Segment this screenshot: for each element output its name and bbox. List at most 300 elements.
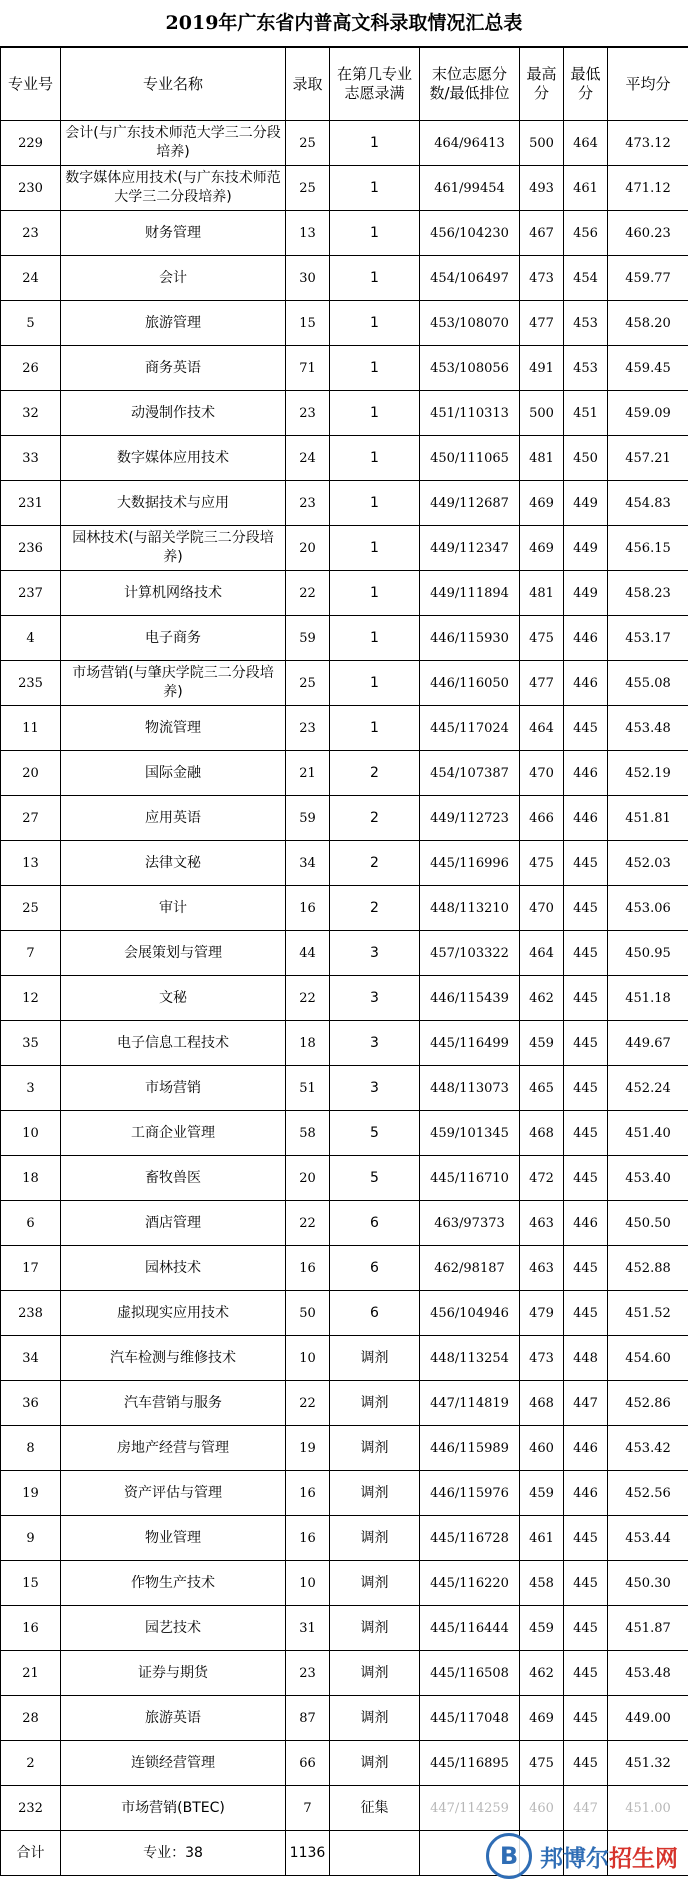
cell-min-score: 445 — [564, 1246, 608, 1291]
cell-admitted: 50 — [286, 1291, 330, 1336]
cell-major-name: 计算机网络技术 — [61, 571, 286, 616]
cell-max-score: 462 — [520, 976, 564, 1021]
cell-avg-score: 453.44 — [608, 1516, 688, 1561]
table-row — [1, 1471, 688, 1516]
cell-last-score-rank: 446/116050 — [420, 661, 520, 706]
cell-min-score: 454 — [564, 256, 608, 301]
cell-major-name: 证券与期货 — [61, 1651, 286, 1696]
cell-admitted: 20 — [286, 526, 330, 571]
cell-major-code: 229 — [1, 121, 61, 166]
col-header-min: 最低分 — [564, 48, 608, 121]
cell-preference-round: 5 — [330, 1111, 420, 1156]
cell-major-code: 238 — [1, 1291, 61, 1336]
cell-min-score: 446 — [564, 1471, 608, 1516]
cell-min-score: 450 — [564, 436, 608, 481]
cell-min-score: 464 — [564, 121, 608, 166]
table-row — [1, 1156, 688, 1201]
cell-max-score: 472 — [520, 1156, 564, 1201]
cell-admitted: 58 — [286, 1111, 330, 1156]
table-row — [1, 1381, 688, 1426]
cell-min-score: 456 — [564, 211, 608, 256]
cell-max-score: 470 — [520, 886, 564, 931]
cell-max-score: 459 — [520, 1021, 564, 1066]
cell-max-score: 464 — [520, 931, 564, 976]
cell-min-score: 453 — [564, 346, 608, 391]
table-title: 2019年广东省内普高文科录取情况汇总表 — [0, 0, 688, 47]
cell-last-score-rank: 448/113254 — [420, 1336, 520, 1381]
total-empty-cell — [420, 1831, 520, 1876]
cell-last-score-rank: 454/106497 — [420, 256, 520, 301]
cell-major-code: 237 — [1, 571, 61, 616]
cell-preference-round: 调剂 — [330, 1561, 420, 1606]
table-row — [1, 1336, 688, 1381]
cell-admitted: 66 — [286, 1741, 330, 1786]
cell-major-code: 18 — [1, 1156, 61, 1201]
cell-admitted: 30 — [286, 256, 330, 301]
cell-max-score: 459 — [520, 1606, 564, 1651]
cell-avg-score: 459.77 — [608, 256, 688, 301]
cell-avg-score: 451.32 — [608, 1741, 688, 1786]
col-header-avg: 平均分 — [608, 48, 688, 121]
cell-max-score: 479 — [520, 1291, 564, 1336]
cell-avg-score: 452.88 — [608, 1246, 688, 1291]
cell-admitted: 23 — [286, 706, 330, 751]
cell-major-code: 5 — [1, 301, 61, 346]
cell-major-name: 资产评估与管理 — [61, 1471, 286, 1516]
cell-admitted: 71 — [286, 346, 330, 391]
cell-last-score-rank: 451/110313 — [420, 391, 520, 436]
cell-major-code: 33 — [1, 436, 61, 481]
cell-preference-round: 2 — [330, 796, 420, 841]
cell-major-code: 19 — [1, 1471, 61, 1516]
table-row — [1, 1561, 688, 1606]
cell-max-score: 468 — [520, 1111, 564, 1156]
cell-min-score: 445 — [564, 1516, 608, 1561]
cell-preference-round: 征集 — [330, 1786, 420, 1831]
cell-major-code: 10 — [1, 1111, 61, 1156]
cell-major-name: 国际金融 — [61, 751, 286, 796]
cell-max-score: 469 — [520, 481, 564, 526]
cell-avg-score: 451.40 — [608, 1111, 688, 1156]
cell-max-score: 473 — [520, 256, 564, 301]
cell-major-code: 236 — [1, 526, 61, 571]
cell-admitted: 23 — [286, 481, 330, 526]
table-row — [1, 931, 688, 976]
cell-max-score: 461 — [520, 1516, 564, 1561]
cell-major-name: 商务英语 — [61, 346, 286, 391]
cell-admitted: 16 — [286, 1471, 330, 1516]
cell-max-score: 458 — [520, 1561, 564, 1606]
table-row — [1, 571, 688, 616]
cell-admitted: 15 — [286, 301, 330, 346]
cell-major-name: 应用英语 — [61, 796, 286, 841]
cell-major-name: 连锁经营管理 — [61, 1741, 286, 1786]
cell-max-score: 466 — [520, 796, 564, 841]
cell-major-name: 数字媒体应用技术 — [61, 436, 286, 481]
cell-min-score: 447 — [564, 1381, 608, 1426]
cell-major-name: 汽车检测与维修技术 — [61, 1336, 286, 1381]
table-row — [1, 706, 688, 751]
cell-min-score: 449 — [564, 481, 608, 526]
cell-last-score-rank: 449/111894 — [420, 571, 520, 616]
table-row — [1, 1201, 688, 1246]
cell-major-name: 电子信息工程技术 — [61, 1021, 286, 1066]
cell-last-score-rank: 461/99454 — [420, 166, 520, 211]
cell-admitted: 16 — [286, 1246, 330, 1291]
cell-major-code: 25 — [1, 886, 61, 931]
table-row — [1, 346, 688, 391]
cell-preference-round: 1 — [330, 256, 420, 301]
cell-max-score: 493 — [520, 166, 564, 211]
cell-preference-round: 3 — [330, 976, 420, 1021]
cell-preference-round: 调剂 — [330, 1606, 420, 1651]
cell-admitted: 51 — [286, 1066, 330, 1111]
table-row — [1, 1066, 688, 1111]
cell-min-score: 445 — [564, 1606, 608, 1651]
cell-last-score-rank: 445/117024 — [420, 706, 520, 751]
cell-major-code: 231 — [1, 481, 61, 526]
cell-major-code: 32 — [1, 391, 61, 436]
total-empty-cell — [330, 1831, 420, 1876]
total-row — [1, 1831, 688, 1876]
table-row — [1, 166, 688, 211]
cell-preference-round: 1 — [330, 211, 420, 256]
cell-major-name: 园林技术 — [61, 1246, 286, 1291]
cell-min-score: 453 — [564, 301, 608, 346]
cell-major-name: 工商企业管理 — [61, 1111, 286, 1156]
cell-preference-round: 1 — [330, 616, 420, 661]
col-header-last-score: 末位志愿分数/最低排位 — [420, 48, 520, 121]
cell-min-score: 449 — [564, 571, 608, 616]
cell-preference-round: 1 — [330, 346, 420, 391]
cell-major-name: 文秘 — [61, 976, 286, 1021]
cell-last-score-rank: 446/115930 — [420, 616, 520, 661]
header-row — [1, 48, 688, 121]
cell-major-name: 市场营销(与肇庆学院三二分段培养) — [61, 661, 286, 706]
table-row — [1, 256, 688, 301]
total-empty-cell — [564, 1831, 608, 1876]
cell-min-score: 445 — [564, 1561, 608, 1606]
table-body — [1, 121, 688, 1831]
cell-avg-score: 451.87 — [608, 1606, 688, 1651]
cell-major-name: 园艺技术 — [61, 1606, 286, 1651]
cell-preference-round: 5 — [330, 1156, 420, 1201]
cell-min-score: 445 — [564, 931, 608, 976]
cell-preference-round: 调剂 — [330, 1741, 420, 1786]
cell-major-name: 大数据技术与应用 — [61, 481, 286, 526]
total-empty-cell — [520, 1831, 564, 1876]
cell-avg-score: 451.81 — [608, 796, 688, 841]
cell-last-score-rank: 445/116710 — [420, 1156, 520, 1201]
cell-min-score: 445 — [564, 1066, 608, 1111]
cell-major-code: 36 — [1, 1381, 61, 1426]
cell-major-name: 会计 — [61, 256, 286, 301]
cell-last-score-rank: 445/116444 — [420, 1606, 520, 1651]
cell-major-name: 物流管理 — [61, 706, 286, 751]
cell-min-score: 446 — [564, 1201, 608, 1246]
cell-avg-score: 450.30 — [608, 1561, 688, 1606]
cell-max-score: 462 — [520, 1651, 564, 1696]
cell-major-code: 23 — [1, 211, 61, 256]
cell-last-score-rank: 456/104230 — [420, 211, 520, 256]
cell-min-score: 461 — [564, 166, 608, 211]
cell-major-code: 235 — [1, 661, 61, 706]
cell-last-score-rank: 450/111065 — [420, 436, 520, 481]
cell-last-score-rank: 463/97373 — [420, 1201, 520, 1246]
col-header-max: 最高分 — [520, 48, 564, 121]
table-row — [1, 886, 688, 931]
cell-avg-score: 457.21 — [608, 436, 688, 481]
cell-major-name: 物业管理 — [61, 1516, 286, 1561]
cell-preference-round: 调剂 — [330, 1381, 420, 1426]
cell-avg-score: 449.67 — [608, 1021, 688, 1066]
cell-preference-round: 3 — [330, 1066, 420, 1111]
cell-major-code: 4 — [1, 616, 61, 661]
cell-major-name: 酒店管理 — [61, 1201, 286, 1246]
cell-major-code: 35 — [1, 1021, 61, 1066]
cell-major-code: 28 — [1, 1696, 61, 1741]
table-row — [1, 1696, 688, 1741]
cell-major-code: 12 — [1, 976, 61, 1021]
cell-major-name: 法律文秘 — [61, 841, 286, 886]
cell-admitted: 10 — [286, 1336, 330, 1381]
cell-max-score: 460 — [520, 1426, 564, 1471]
table-row — [1, 1741, 688, 1786]
cell-admitted: 21 — [286, 751, 330, 796]
cell-min-score: 446 — [564, 1426, 608, 1471]
cell-max-score: 473 — [520, 1336, 564, 1381]
table-row — [1, 1246, 688, 1291]
cell-avg-score: 449.00 — [608, 1696, 688, 1741]
cell-last-score-rank: 445/116220 — [420, 1561, 520, 1606]
cell-preference-round: 1 — [330, 571, 420, 616]
cell-max-score: 459 — [520, 1471, 564, 1516]
cell-last-score-rank: 445/117048 — [420, 1696, 520, 1741]
cell-preference-round: 1 — [330, 391, 420, 436]
cell-major-code: 6 — [1, 1201, 61, 1246]
cell-preference-round: 调剂 — [330, 1336, 420, 1381]
cell-max-score: 470 — [520, 751, 564, 796]
cell-major-code: 11 — [1, 706, 61, 751]
cell-major-code: 13 — [1, 841, 61, 886]
cell-max-score: 475 — [520, 616, 564, 661]
cell-avg-score: 458.23 — [608, 571, 688, 616]
table-row — [1, 301, 688, 346]
table-row — [1, 121, 688, 166]
cell-avg-score: 473.12 — [608, 121, 688, 166]
cell-avg-score: 453.48 — [608, 1651, 688, 1696]
cell-major-code: 20 — [1, 751, 61, 796]
cell-major-code: 26 — [1, 346, 61, 391]
cell-last-score-rank: 457/103322 — [420, 931, 520, 976]
table-row — [1, 751, 688, 796]
col-header-admit: 录取 — [286, 48, 330, 121]
cell-admitted: 25 — [286, 661, 330, 706]
cell-avg-score: 471.12 — [608, 166, 688, 211]
cell-last-score-rank: 446/115439 — [420, 976, 520, 1021]
cell-last-score-rank: 447/114259 — [420, 1786, 520, 1831]
cell-last-score-rank: 462/98187 — [420, 1246, 520, 1291]
cell-admitted: 13 — [286, 211, 330, 256]
cell-admitted: 44 — [286, 931, 330, 976]
cell-last-score-rank: 446/115989 — [420, 1426, 520, 1471]
cell-major-name: 会展策划与管理 — [61, 931, 286, 976]
cell-admitted: 22 — [286, 1201, 330, 1246]
cell-preference-round: 2 — [330, 886, 420, 931]
cell-preference-round: 3 — [330, 931, 420, 976]
cell-admitted: 22 — [286, 1381, 330, 1426]
table-row — [1, 796, 688, 841]
cell-last-score-rank: 449/112687 — [420, 481, 520, 526]
cell-avg-score: 459.09 — [608, 391, 688, 436]
cell-preference-round: 6 — [330, 1291, 420, 1336]
cell-admitted: 19 — [286, 1426, 330, 1471]
cell-preference-round: 调剂 — [330, 1696, 420, 1741]
cell-preference-round: 1 — [330, 436, 420, 481]
cell-major-code: 27 — [1, 796, 61, 841]
table-row — [1, 1651, 688, 1696]
cell-major-code: 24 — [1, 256, 61, 301]
cell-max-score: 475 — [520, 841, 564, 886]
cell-major-code: 7 — [1, 931, 61, 976]
cell-admitted: 25 — [286, 121, 330, 166]
cell-max-score: 468 — [520, 1381, 564, 1426]
cell-major-code: 2 — [1, 1741, 61, 1786]
total-empty-cell — [608, 1831, 688, 1876]
cell-min-score: 445 — [564, 1021, 608, 1066]
table-row — [1, 1021, 688, 1066]
table-row — [1, 1516, 688, 1561]
cell-admitted: 22 — [286, 571, 330, 616]
watermark-text-part1: 邦博尔 — [540, 1845, 609, 1872]
cell-avg-score: 455.08 — [608, 661, 688, 706]
cell-major-code: 16 — [1, 1606, 61, 1651]
cell-last-score-rank: 464/96413 — [420, 121, 520, 166]
admission-table — [0, 47, 688, 1876]
cell-avg-score: 452.86 — [608, 1381, 688, 1426]
cell-last-score-rank: 447/114819 — [420, 1381, 520, 1426]
cell-last-score-rank: 445/116728 — [420, 1516, 520, 1561]
watermark-text-part2: 招生网 — [609, 1845, 678, 1872]
cell-admitted: 16 — [286, 1516, 330, 1561]
cell-max-score: 460 — [520, 1786, 564, 1831]
cell-major-name: 审计 — [61, 886, 286, 931]
cell-last-score-rank: 453/108070 — [420, 301, 520, 346]
cell-major-name: 市场营销(BTEC) — [61, 1786, 286, 1831]
col-header-code: 专业号 — [1, 48, 61, 121]
cell-admitted: 25 — [286, 166, 330, 211]
cell-avg-score: 450.95 — [608, 931, 688, 976]
cell-min-score: 445 — [564, 1291, 608, 1336]
cell-last-score-rank: 445/116895 — [420, 1741, 520, 1786]
cell-admitted: 34 — [286, 841, 330, 886]
cell-admitted: 23 — [286, 1651, 330, 1696]
watermark-logo-icon: B — [486, 1833, 532, 1879]
cell-major-name: 畜牧兽医 — [61, 1156, 286, 1201]
cell-preference-round: 2 — [330, 751, 420, 796]
cell-admitted: 31 — [286, 1606, 330, 1651]
cell-avg-score: 451.00 — [608, 1786, 688, 1831]
cell-last-score-rank: 448/113210 — [420, 886, 520, 931]
cell-admitted: 7 — [286, 1786, 330, 1831]
cell-preference-round: 1 — [330, 121, 420, 166]
cell-max-score: 481 — [520, 571, 564, 616]
table-row — [1, 1111, 688, 1156]
table-row — [1, 391, 688, 436]
cell-min-score: 451 — [564, 391, 608, 436]
cell-major-name: 作物生产技术 — [61, 1561, 286, 1606]
cell-major-name: 旅游英语 — [61, 1696, 286, 1741]
cell-avg-score: 459.45 — [608, 346, 688, 391]
cell-max-score: 467 — [520, 211, 564, 256]
cell-admitted: 22 — [286, 976, 330, 1021]
cell-min-score: 446 — [564, 661, 608, 706]
cell-preference-round: 1 — [330, 661, 420, 706]
cell-max-score: 464 — [520, 706, 564, 751]
cell-last-score-rank: 448/113073 — [420, 1066, 520, 1111]
cell-max-score: 477 — [520, 301, 564, 346]
cell-preference-round: 3 — [330, 1021, 420, 1066]
table-row — [1, 1606, 688, 1651]
cell-avg-score: 454.60 — [608, 1336, 688, 1381]
total-admit: 1136 — [286, 1831, 330, 1876]
cell-avg-score: 451.52 — [608, 1291, 688, 1336]
cell-max-score: 469 — [520, 1696, 564, 1741]
cell-last-score-rank: 456/104946 — [420, 1291, 520, 1336]
table-row — [1, 436, 688, 481]
cell-preference-round: 2 — [330, 841, 420, 886]
cell-preference-round: 调剂 — [330, 1426, 420, 1471]
cell-preference-round: 调剂 — [330, 1471, 420, 1516]
cell-last-score-rank: 459/101345 — [420, 1111, 520, 1156]
cell-min-score: 448 — [564, 1336, 608, 1381]
cell-major-code: 17 — [1, 1246, 61, 1291]
cell-major-name: 园林技术(与韶关学院三二分段培养) — [61, 526, 286, 571]
cell-min-score: 445 — [564, 1651, 608, 1696]
table-row — [1, 976, 688, 1021]
cell-avg-score: 454.83 — [608, 481, 688, 526]
cell-major-name: 市场营销 — [61, 1066, 286, 1111]
cell-major-code: 34 — [1, 1336, 61, 1381]
cell-avg-score: 453.06 — [608, 886, 688, 931]
cell-avg-score: 453.40 — [608, 1156, 688, 1201]
cell-major-name: 数字媒体应用技术(与广东技术师范大学三二分段培养) — [61, 166, 286, 211]
cell-avg-score: 452.19 — [608, 751, 688, 796]
cell-max-score: 500 — [520, 391, 564, 436]
cell-last-score-rank: 446/115976 — [420, 1471, 520, 1516]
cell-preference-round: 1 — [330, 481, 420, 526]
cell-major-code: 3 — [1, 1066, 61, 1111]
cell-admitted: 87 — [286, 1696, 330, 1741]
cell-avg-score: 451.18 — [608, 976, 688, 1021]
cell-last-score-rank: 449/112723 — [420, 796, 520, 841]
cell-major-code: 15 — [1, 1561, 61, 1606]
cell-last-score-rank: 449/112347 — [420, 526, 520, 571]
cell-preference-round: 1 — [330, 166, 420, 211]
cell-major-code: 8 — [1, 1426, 61, 1471]
cell-max-score: 463 — [520, 1201, 564, 1246]
cell-min-score: 445 — [564, 841, 608, 886]
cell-min-score: 445 — [564, 706, 608, 751]
cell-last-score-rank: 445/116996 — [420, 841, 520, 886]
cell-min-score: 445 — [564, 1741, 608, 1786]
cell-preference-round: 1 — [330, 526, 420, 571]
cell-avg-score: 453.42 — [608, 1426, 688, 1471]
cell-preference-round: 6 — [330, 1246, 420, 1291]
cell-admitted: 24 — [286, 436, 330, 481]
cell-major-name: 会计(与广东技术师范大学三二分段培养) — [61, 121, 286, 166]
cell-major-code: 9 — [1, 1516, 61, 1561]
